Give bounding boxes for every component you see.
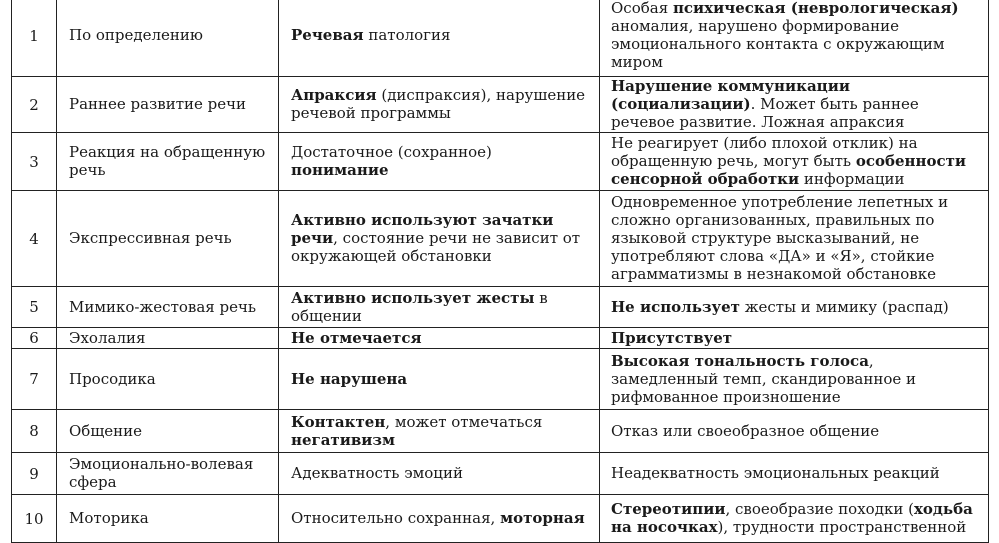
row-number: 4 (12, 191, 57, 287)
criterion-name: Эхолалия (57, 328, 279, 349)
table-row (12, 453, 989, 495)
row-number: 6 (12, 328, 57, 349)
text-fragment: , своеобразие походки ( (725, 500, 914, 518)
criterion-name: Реакция на обращенную речь (57, 133, 279, 191)
row-number: 10 (12, 495, 57, 543)
text-fragment: Адекватность эмоций (291, 464, 463, 482)
criterion-name: Экспрессивная речь (57, 191, 279, 287)
text-fragment: аномалия, нарушено формирование эмоционального контакта с окружающим миром (611, 17, 945, 71)
text-fragment: Относительно сохранная, (291, 509, 501, 527)
text-fragment: патология (363, 26, 451, 44)
criterion-name: Моторика (57, 495, 279, 543)
text-fragment: , состояние речи не зависит от окружающей обстановки (291, 229, 581, 265)
speech-pathology-cell (279, 328, 600, 349)
speech-pathology-cell (279, 495, 600, 543)
table-row (12, 328, 989, 349)
document-page (11, 0, 989, 543)
bold-text-fragment: понимание (291, 161, 389, 179)
speech-pathology-cell (279, 0, 600, 77)
bold-text-fragment: Речевая (291, 26, 364, 44)
text-fragment: жесты и мимику (распад) (739, 297, 949, 316)
bold-text-fragment: Присутствует (611, 328, 733, 347)
text-fragment: Отказ или своеобразное общение (611, 421, 880, 440)
criterion-name: Мимико-жестовая речь (57, 287, 279, 328)
criterion-name: Просодика (57, 349, 279, 410)
text-fragment: . Может быть раннее речевое развитие. Ложная апраксия (611, 95, 919, 131)
row-number: 3 (12, 133, 57, 191)
speech-pathology-cell (279, 133, 600, 191)
row-number: 8 (12, 410, 57, 453)
bold-text-fragment: Апраксия (291, 86, 377, 104)
speech-pathology-cell (279, 77, 600, 133)
table-row (12, 77, 989, 133)
table-row (12, 287, 989, 328)
autism-cell (600, 0, 989, 77)
table-row (12, 495, 989, 543)
criterion-name: Общение (57, 410, 279, 453)
table-row (12, 349, 989, 410)
speech-pathology-cell (279, 349, 600, 410)
bold-text-fragment: моторная (500, 509, 585, 527)
autism-cell (600, 349, 989, 410)
text-fragment: , может отмечаться (385, 412, 543, 431)
text-fragment: Достаточное (сохранное) (291, 143, 492, 161)
text-fragment: ), трудности пространственной (717, 518, 967, 536)
row-number: 7 (12, 349, 57, 410)
autism-cell (600, 133, 989, 191)
bold-text-fragment: Активно используют зачатки речи (291, 211, 554, 247)
row-number: 9 (12, 453, 57, 495)
row-number: 1 (12, 0, 57, 77)
table-row (12, 410, 989, 453)
text-fragment: Не реагирует (либо плохой отклик) на обращенную речь, могут быть (611, 134, 918, 170)
autism-cell (600, 328, 989, 349)
bold-text-fragment: психическая (неврологическая) (672, 0, 959, 17)
speech-pathology-cell (279, 453, 600, 495)
autism-cell (600, 77, 989, 133)
bold-text-fragment: Не использует (611, 297, 740, 316)
table-row (12, 133, 989, 191)
criterion-name: Раннее развитие речи (57, 77, 279, 133)
bold-text-fragment: Нарушение коммуникации (социализации) (611, 77, 851, 113)
autism-cell (600, 453, 989, 495)
text-fragment: в общении (291, 288, 548, 325)
bold-text-fragment: особенности сенсорной обработки (611, 152, 967, 188)
table-row (12, 0, 989, 77)
criterion-name: Эмоционально-волевая сфера (57, 453, 279, 495)
text-fragment: (диспраксия), нарушение речевой программы (291, 86, 586, 122)
text-fragment: , замедленный темп, скандированное и рифмованное произношение (611, 351, 917, 406)
autism-cell (600, 287, 989, 328)
bold-text-fragment: Высокая тональность голоса (611, 351, 869, 370)
bold-text-fragment: ходьба на носочках (611, 500, 973, 536)
speech-pathology-cell (279, 287, 600, 328)
criterion-name: По определению (57, 0, 279, 77)
table-row (12, 191, 989, 287)
text-fragment: Неадекватность эмоциональных реакций (611, 464, 940, 482)
row-number: 2 (12, 77, 57, 133)
bold-text-fragment: Стереотипии (611, 500, 726, 518)
speech-pathology-cell (279, 191, 600, 287)
text-fragment: Одновременное употребление лепетных и сложно организованных, правильных по языковой структуре высказываний, не употребляют слова «ДА» и «Я», стойкие аграмматизмы в незнакомой обстановке (611, 193, 949, 283)
bold-text-fragment: Не отмечается (291, 328, 422, 347)
comparison-table (11, 0, 989, 543)
bold-text-fragment: Не нарушена (291, 369, 408, 388)
autism-cell (600, 191, 989, 287)
speech-pathology-cell (279, 410, 600, 453)
row-number: 5 (12, 287, 57, 328)
autism-cell (600, 410, 989, 453)
bold-text-fragment: негативизм (291, 430, 396, 449)
bold-text-fragment: Контактен (291, 412, 386, 431)
autism-cell (600, 495, 989, 543)
text-fragment: информации (799, 170, 905, 188)
bold-text-fragment: Активно использует жесты (291, 288, 535, 307)
text-fragment: Особая (611, 0, 673, 17)
